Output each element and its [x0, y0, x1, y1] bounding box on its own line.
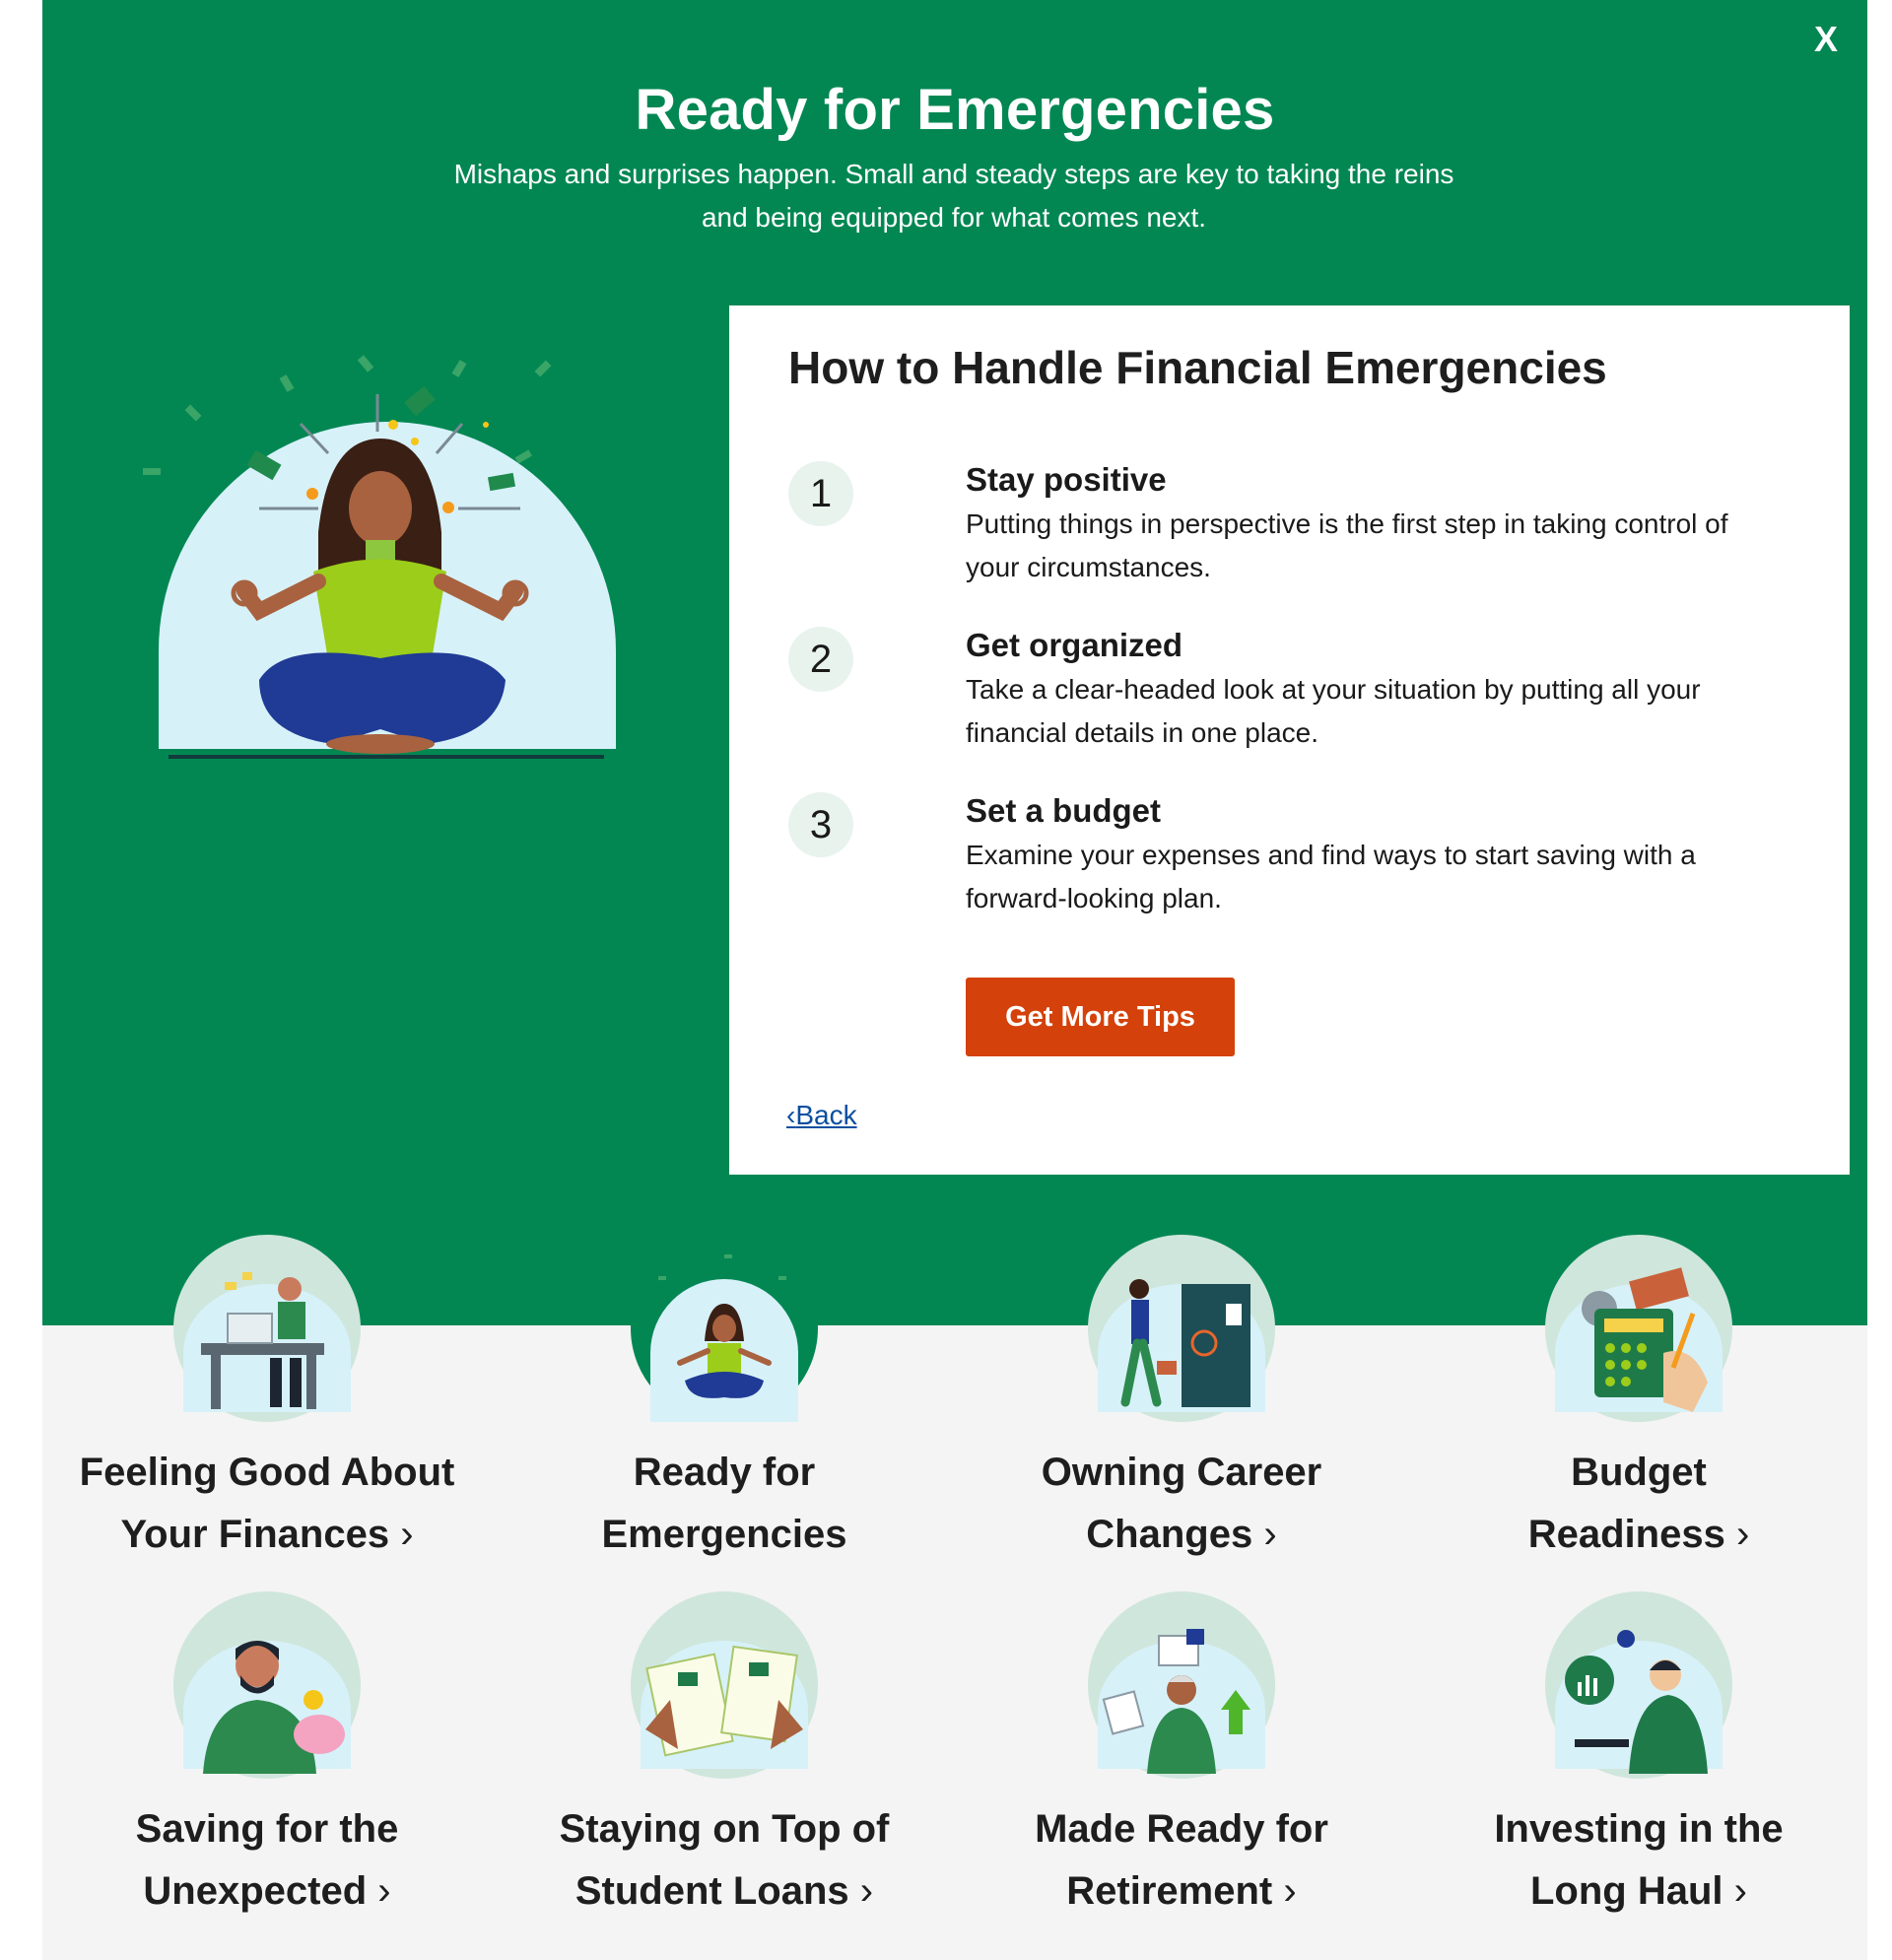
chevron-left-icon: ‹ [786, 1100, 796, 1130]
chevron-right-icon: › [1733, 1869, 1747, 1913]
meditation-icon [631, 1235, 818, 1422]
step-description: Examine your expenses and find ways to start saving with a forward-looking plan. [966, 840, 1696, 913]
calculator-icon [1545, 1235, 1732, 1422]
tile-student-loans[interactable] [507, 1591, 941, 1926]
step-number: 2 [788, 627, 853, 692]
tile-investing-long-haul[interactable] [1422, 1591, 1856, 1926]
back-label: Back [795, 1100, 857, 1130]
investing-icon [1545, 1591, 1732, 1779]
chevron-right-icon: › [859, 1869, 874, 1913]
back-link[interactable] [786, 1100, 857, 1131]
get-more-tips-button[interactable]: Get More Tips [966, 978, 1235, 1056]
modal-title: Ready for Emergencies [635, 78, 1275, 142]
tile-feeling-good[interactable] [50, 1235, 484, 1570]
meditation-illustration [111, 345, 663, 769]
tile-ready-for-emergencies[interactable] [507, 1235, 941, 1570]
tile-budget-readiness[interactable] [1422, 1235, 1856, 1570]
tile-label: Feeling Good About Your Finances › [79, 1451, 455, 1556]
page-edge [1867, 0, 1892, 1960]
tile-label: Budget Readiness › [1527, 1451, 1750, 1556]
step-number: 3 [788, 792, 853, 857]
tile-saving-for-unexpected[interactable] [50, 1591, 484, 1926]
modal-subtitle: Mishaps and surprises happen. Small and steady steps are key to taking the reins and being equipped for what comes next. [453, 159, 1454, 233]
chevron-right-icon: › [377, 1869, 391, 1913]
tile-owning-career-changes[interactable] [965, 1235, 1398, 1570]
piggy-bank-icon [173, 1591, 361, 1779]
tile-label: Saving for the Unexpected › [135, 1807, 399, 1913]
retirement-icon [1088, 1591, 1275, 1779]
tile-label: Staying on Top of Student Loans › [559, 1807, 890, 1913]
step-title: Get organized [966, 627, 1183, 663]
step-number: 1 [788, 461, 853, 526]
documents-icon [631, 1591, 818, 1779]
chevron-right-icon: › [1283, 1869, 1297, 1913]
card-title: How to Handle Financial Emergencies [788, 342, 1607, 393]
close-button[interactable]: X [1813, 19, 1838, 59]
step-description: Putting things in perspective is the first step in taking control of your circumstances. [966, 508, 1728, 582]
chevron-right-icon: › [1735, 1513, 1750, 1556]
step-description: Take a clear-headed look at your situation by putting all your financial details in one place. [966, 674, 1701, 748]
tile-ready-for-retirement[interactable] [965, 1591, 1398, 1926]
step-title: Set a budget [966, 792, 1162, 829]
tips-card [729, 305, 1850, 1175]
chevron-right-icon: › [1263, 1513, 1277, 1556]
tile-label: Made Ready for Retirement › [1035, 1807, 1328, 1913]
tile-label: Ready for Emergencies [601, 1451, 847, 1556]
modal-hero [42, 0, 1867, 1325]
exit-door-icon [1088, 1235, 1275, 1422]
step-title: Stay positive [966, 461, 1167, 498]
laptop-desk-icon [173, 1235, 361, 1422]
chevron-right-icon: › [400, 1513, 414, 1556]
tile-label: Owning Career Changes › [1041, 1451, 1322, 1556]
tile-label: Investing in the Long Haul › [1494, 1807, 1784, 1913]
